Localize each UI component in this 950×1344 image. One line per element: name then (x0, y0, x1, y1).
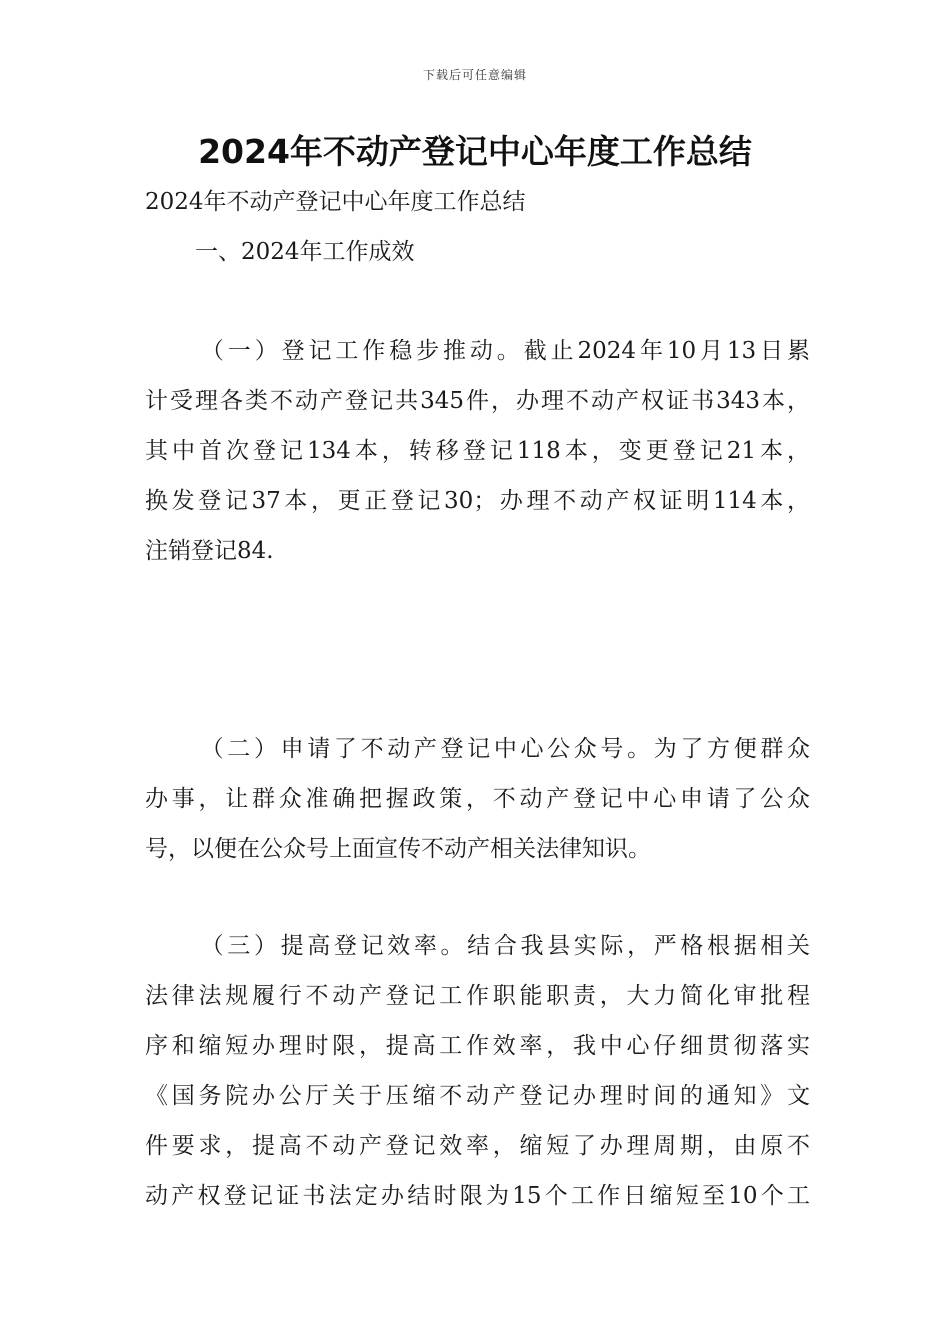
paragraph-line: 换发登记37本，更正登记30；办理不动产权证明114本， (145, 488, 810, 514)
section-heading: 一、2024年工作成效 (195, 239, 415, 265)
paragraph-line: 序和缩短办理时限，提高工作效率，我中心仔细贯彻落实 (145, 1033, 810, 1059)
paragraph-line: （三）提高登记效率。结合我县实际，严格根据相关 (197, 933, 810, 959)
paragraph-line: 号，以便在公众号上面宣传不动产相关法律知识。 (145, 836, 651, 862)
paragraph-line: 其中首次登记134本，转移登记118本，变更登记21本， (145, 438, 810, 464)
paragraph-registration (145, 326, 810, 576)
paragraph-line: （二）申请了不动产登记中心公众号。为了方便群众 (197, 736, 810, 762)
paragraph-line: 办事，让群众准确把握政策，不动产登记中心申请了公众 (145, 786, 810, 812)
paragraph-line: 《国务院办公厅关于压缩不动产登记办理时间的通知》文 (145, 1083, 810, 1109)
document-subtitle: 2024年不动产登记中心年度工作总结 (145, 189, 526, 215)
paragraph-line: 计受理各类不动产登记共345件，办理不动产权证书343本， (145, 388, 810, 414)
paragraph-line: 注销登记84. (145, 538, 274, 564)
paragraph-line: （一）登记工作稳步推动。截止2024年10月13日累 (197, 338, 810, 364)
paragraph-line: 件要求，提高不动产登记效率，缩短了办理周期，由原不 (145, 1133, 810, 1159)
paragraph-line: 法律法规履行不动产登记工作职能职责，大力简化审批程 (145, 983, 810, 1009)
paragraph-public-account (145, 724, 810, 874)
header-note: 下载后可任意编辑 (422, 68, 527, 82)
paragraph-efficiency (145, 921, 810, 1221)
paragraph-line: 动产权登记证书法定办结时限为15个工作日缩短至10个工 (145, 1183, 810, 1209)
document-title: 2024年不动产登记中心年度工作总结 (198, 132, 752, 171)
